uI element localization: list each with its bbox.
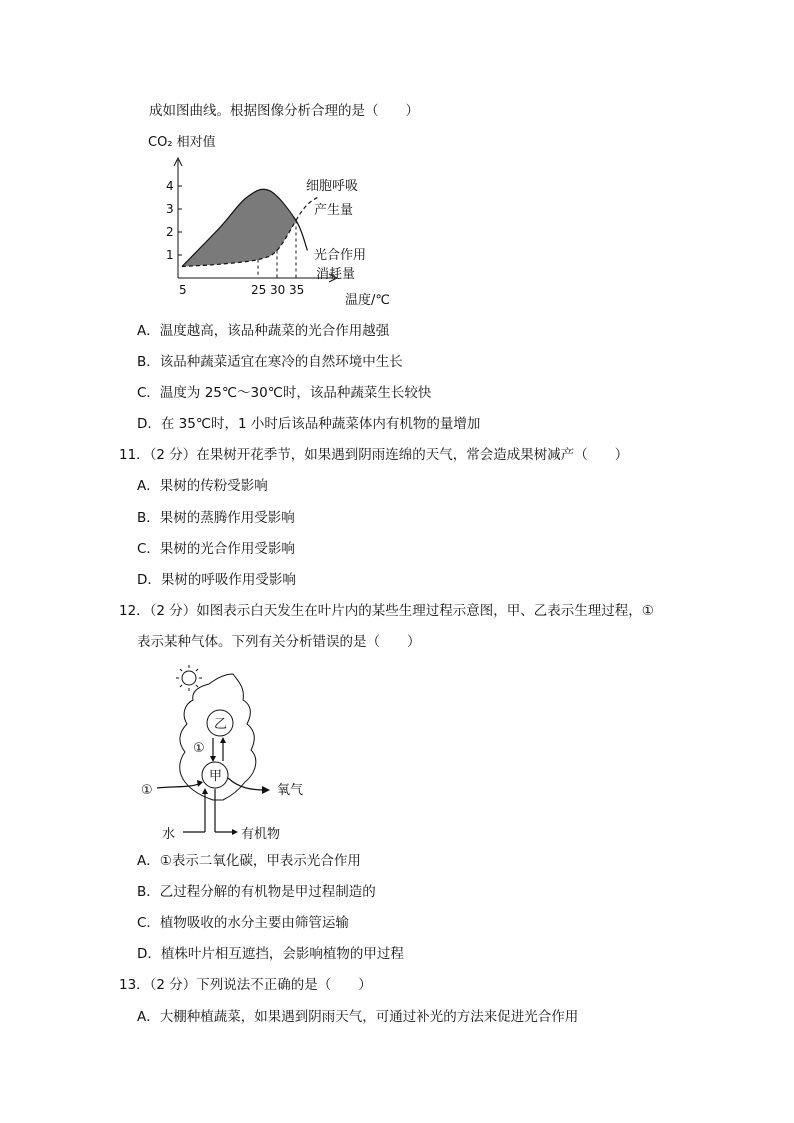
photo-label-1: 光合作用 — [314, 248, 367, 263]
yi-label: 乙 — [214, 717, 228, 732]
q10-stem-tail: 成如图曲线。根据图像分析合理的是（ ） — [149, 103, 419, 119]
q11-option-b: B．果树的蒸腾作用受影响 — [137, 510, 295, 526]
co2-temperature-chart — [140, 128, 400, 310]
x-tick-label: 25 — [251, 283, 267, 297]
arrow-up — [220, 737, 226, 743]
q12-option-d: D．植株叶片相互遮挡，会影响植物的甲过程 — [137, 946, 404, 962]
photo-label-2: 消耗量 — [316, 267, 356, 282]
q10-option-b: B．该品种蔬菜适宜在寒冷的自然环境中生长 — [137, 354, 403, 370]
water-arrow — [202, 788, 208, 794]
gas-inflow-arrow — [157, 783, 201, 788]
y-tick-label: 1 — [166, 248, 174, 262]
y-tick-label: 4 — [166, 179, 174, 193]
chart-xlabel: 温度/℃ — [345, 293, 390, 308]
water-label: 水 — [162, 827, 176, 842]
q11-option-c: C．果树的光合作用受影响 — [137, 541, 295, 557]
organic-arrow — [232, 829, 238, 835]
leaf-diagram — [135, 660, 335, 846]
x-tick-label: 5 — [179, 283, 187, 297]
chart-ylabel: CO₂ 相对值 — [148, 135, 216, 150]
q10-option-c: C．温度为 25℃～30℃时，该品种蔬菜生长较快 — [137, 385, 432, 401]
oxygen-outflow-arrow — [228, 778, 265, 790]
x-tick-label: 30 — [270, 283, 286, 297]
q10-option-d: D．在 35℃时，1 小时后该品种蔬菜体内有机物的量增加 — [137, 416, 481, 432]
q11-option-a: A．果树的传粉受影响 — [137, 478, 268, 494]
q12-stem-line2: 表示某种气体。下列有关分析错误的是（ ） — [137, 634, 421, 650]
q12-option-b: B．乙过程分解的有机物是甲过程制造的 — [137, 884, 376, 900]
sun-icon — [176, 665, 202, 691]
arrow-down — [210, 756, 216, 762]
q12-option-a: A．①表示二氧化碳，甲表示光合作用 — [137, 853, 361, 869]
q12-option-c: C．植物吸收的水分主要由筛管运输 — [137, 915, 349, 931]
oxygen-label: 氧气 — [277, 783, 304, 798]
q13-stem: 13．（2 分）下列说法不正确的是（ ） — [119, 977, 372, 993]
net-photosynthesis-area — [182, 189, 296, 266]
organic-label: 有机物 — [241, 827, 281, 842]
q12-stem-line1: 12．（2 分）如图表示白天发生在叶片内的某些生理过程示意图，甲、乙表示生理过程，① — [119, 603, 654, 619]
q11-stem: 11．（2 分）在果树开花季节，如果遇到阴雨连绵的天气，常会造成果树减产（ ） — [119, 447, 629, 463]
q13-option-a: A．大棚种植蔬菜，如果遇到阴雨天气，可通过补光的方法来促进光合作用 — [137, 1009, 579, 1025]
x-tick-label: 35 — [289, 283, 305, 297]
q10-option-a: A．温度越高，该品种蔬菜的光合作用越强 — [137, 323, 390, 339]
y-tick-label: 3 — [166, 202, 174, 216]
gas-outer-label: ① — [141, 783, 153, 798]
q11-option-d: D．果树的呼吸作用受影响 — [137, 572, 296, 588]
y-tick-label: 2 — [166, 225, 174, 239]
resp-label-1: 细胞呼吸 — [306, 179, 359, 194]
jia-label: 甲 — [209, 769, 223, 784]
gas-inner-label: ① — [193, 741, 205, 756]
resp-label-2: 产生量 — [314, 203, 354, 218]
